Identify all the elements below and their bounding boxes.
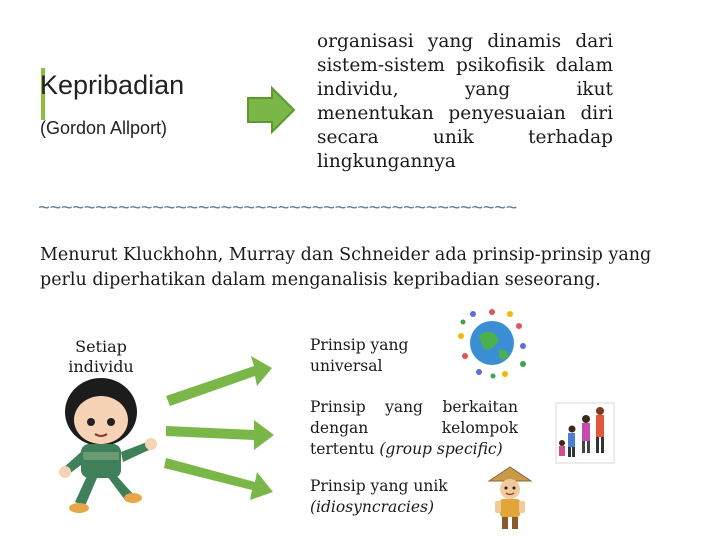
intro-paragraph: Menurut Kluckhohn, Murray dan Schneider ada prinsip-prinsip yang perlu diperhatikan dalam menganalisis kepribadian seseorang. xyxy=(40,245,652,290)
arrow-to-group-icon xyxy=(166,420,274,450)
branch-arrows xyxy=(160,340,280,520)
principle-group-specific xyxy=(310,397,518,460)
principle-universal-text: Prinsip yang universal xyxy=(310,336,409,375)
definition-text: organisasi yang dinamis dari sistem-sistem psikofisik dalam individu, yang ikut menentukan penyesuaian diri secara unik terhadap lingkungannya xyxy=(317,31,613,172)
principle-group-note: (group specific) xyxy=(379,440,503,458)
principle-unique-text: Prinsip yang unik xyxy=(310,477,448,495)
principle-unique xyxy=(310,476,470,518)
person-hat-icon xyxy=(485,465,535,531)
page-subtitle: (Gordon Allport) xyxy=(40,118,168,138)
page-title: Kepribadian xyxy=(40,70,185,100)
right-arrow-icon xyxy=(246,86,298,136)
principle-group-text: Prinsip yang berkaitan dengan kelompok tertentu xyxy=(310,398,518,458)
arrow-to-unique-icon xyxy=(164,458,273,500)
child-character-icon xyxy=(55,372,160,517)
family-group-icon xyxy=(556,403,614,463)
arrow-to-universal-icon xyxy=(166,356,272,406)
tilde-divider: ~~~~~~~~~~~~~~~~~~~~~~~~~~~~~~~~~~~~~~~~~~ xyxy=(38,198,517,221)
individual-label: Setiap individu xyxy=(68,337,134,376)
globe-people-icon xyxy=(455,306,529,380)
principle-universal xyxy=(310,335,430,377)
principle-unique-note: (idiosyncracies) xyxy=(310,498,435,516)
